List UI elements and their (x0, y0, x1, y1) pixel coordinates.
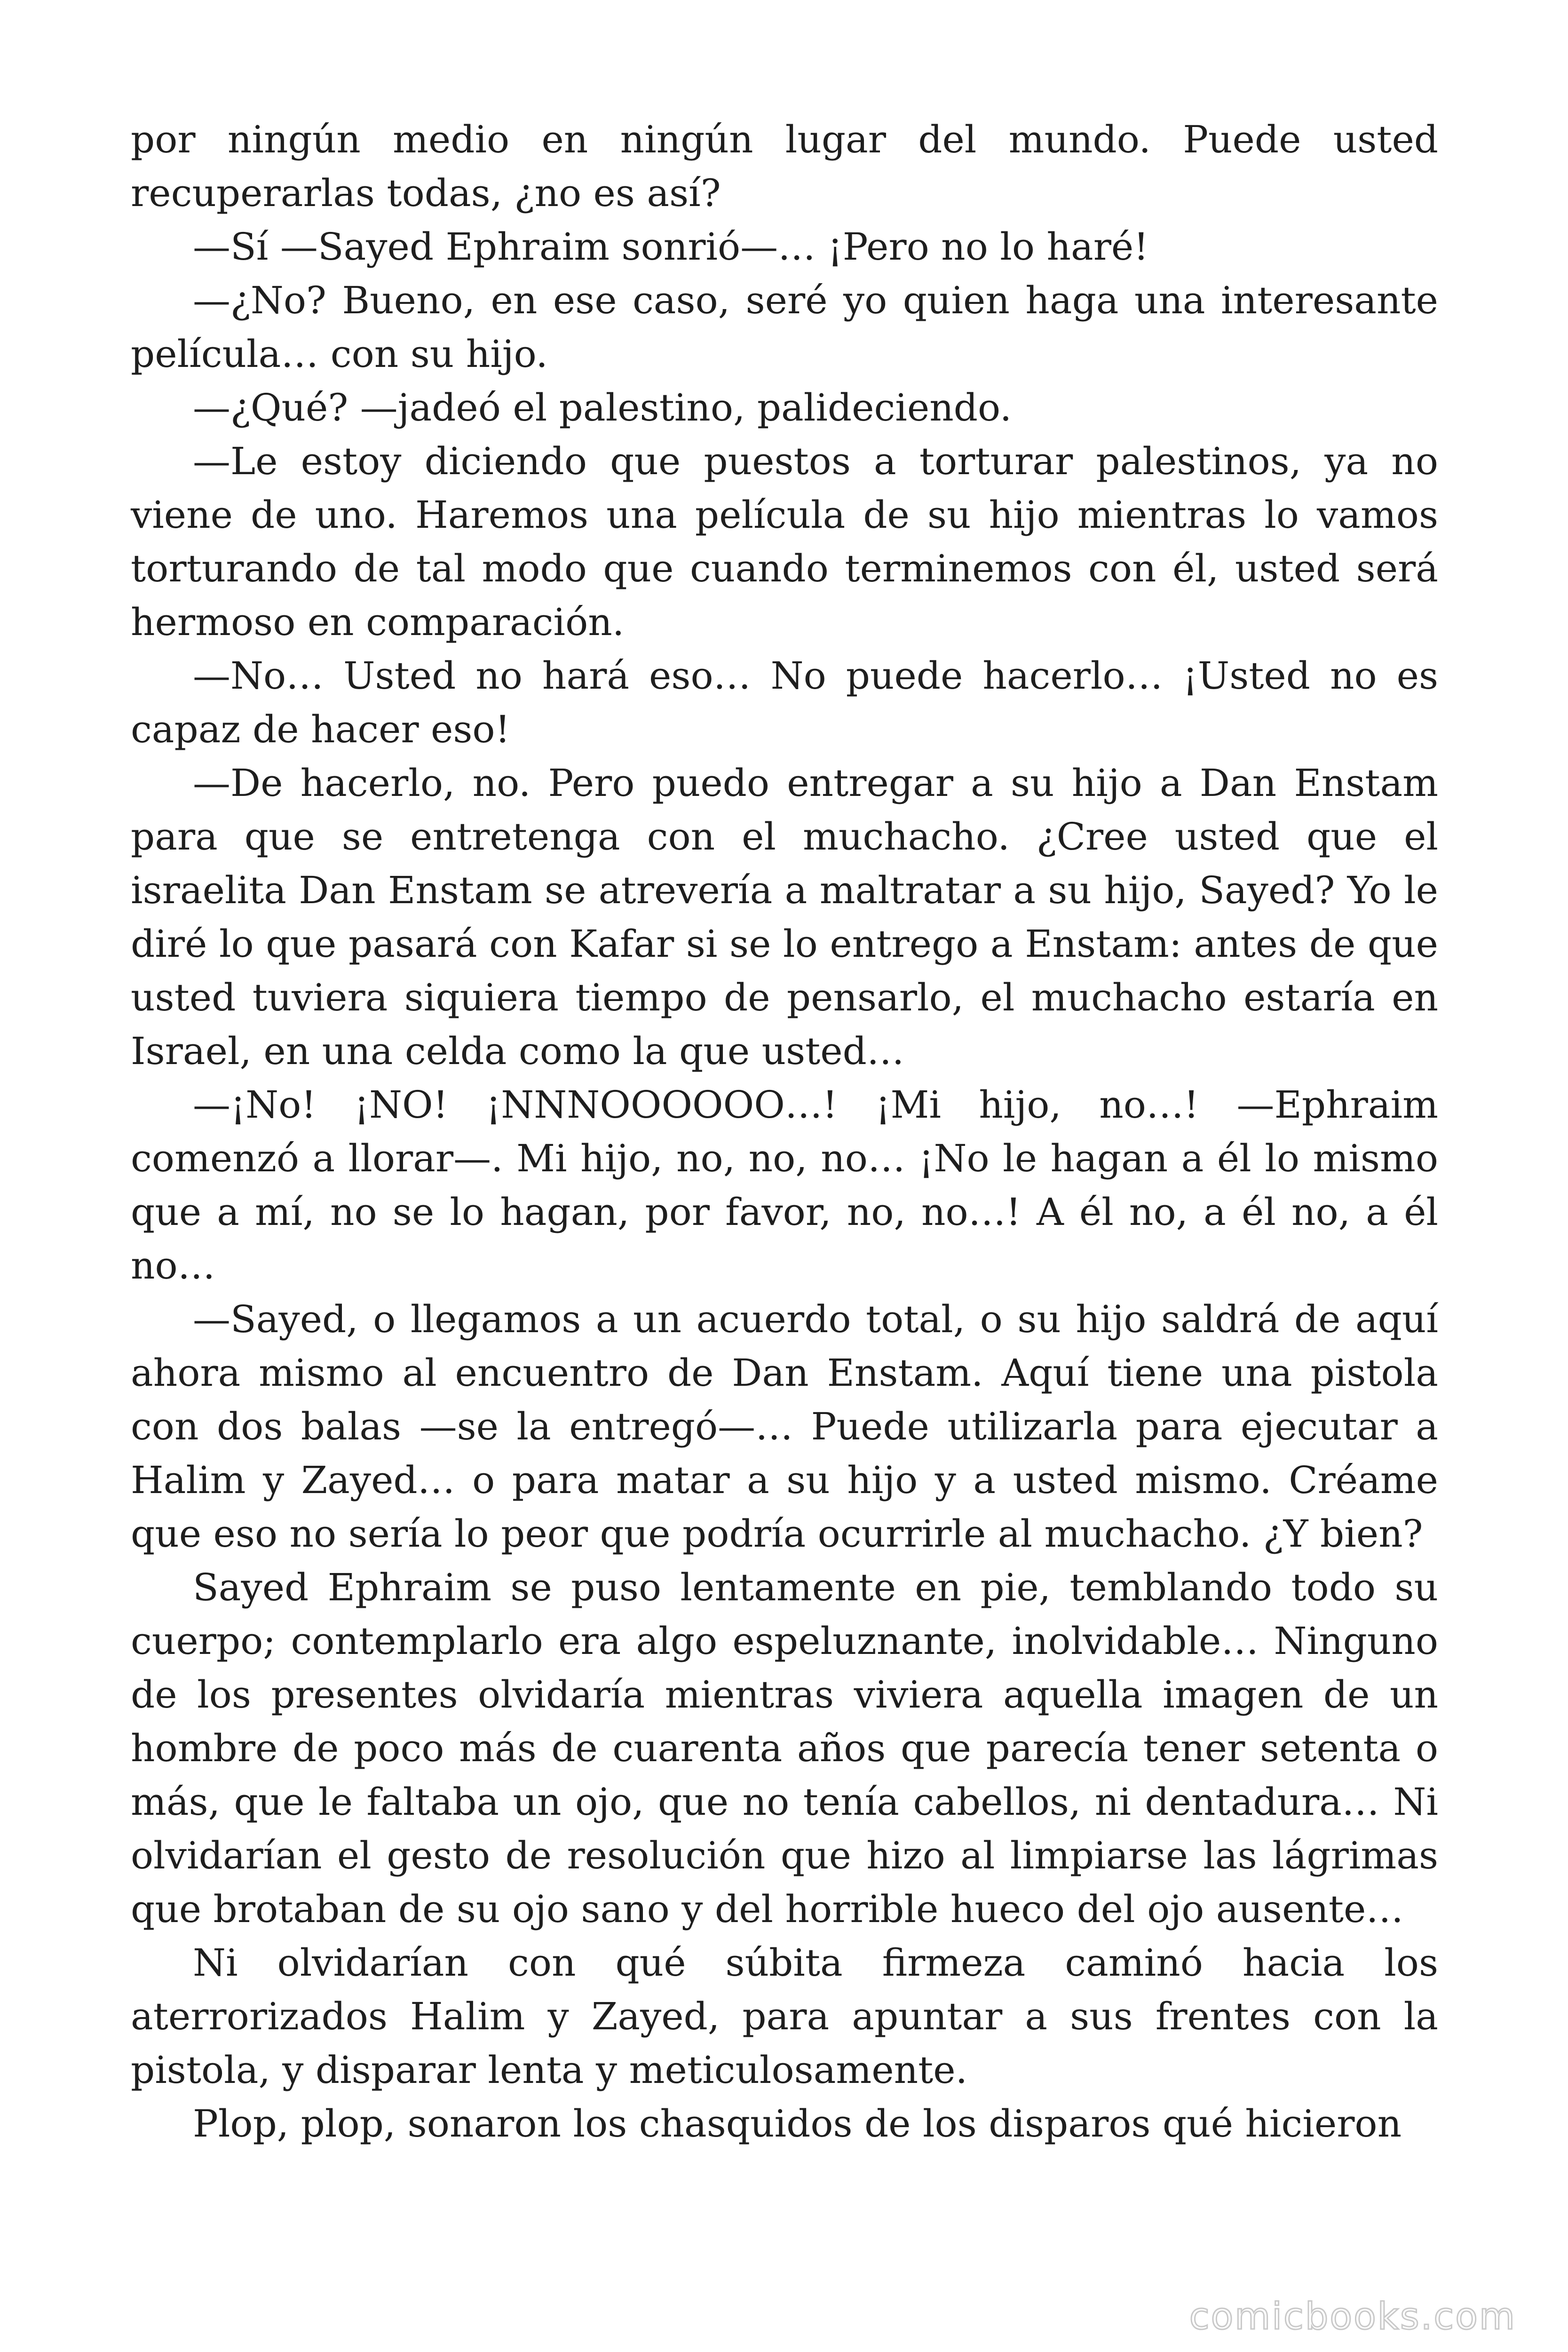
paragraph: —De hacerlo, no. Pero puedo entregar a su hijo a Dan Enstam para que se entretenga con el muchacho. ¿Cree usted que el israelita Dan Enstam se atrevería a maltratar a su hijo, Sayed? Yo le diré lo que pasará con Kafar si se lo entrego a Enstam: antes de que usted tuviera siquiera tiempo de pensarlo, el muchacho estaría en Israel, en una celda como la que usted… (131, 761, 1438, 1073)
paragraph: —No… Usted no hará eso… No puede hacerlo… ¡Usted no es capaz de hacer eso! (131, 654, 1438, 751)
watermark: comicbooks.com (1189, 2296, 1516, 2338)
paragraph: por ningún medio en ningún lugar del mundo. Puede usted recuperarlas todas, ¿no es así? (131, 118, 1438, 215)
paragraph: Sayed Ephraim se puso lentamente en pie, temblando todo su cuerpo; contemplarlo era algo espeluznante, inolvidable… Ninguno de los presentes olvidaría mientras viviera aquella imagen de un hombre de poco más de cuarenta años que parecía tener setenta o más, que le faltaba un ojo, que no tenía cabellos, ni dentadura… Ni olvidarían el gesto de resolución que hizo al limpiarse las lágrimas que brotaban de su ojo sano y del horrible hueco del ojo ausente… (131, 1565, 1438, 1931)
paragraph: —Sayed, o llegamos a un acuerdo total, o su hijo saldrá de aquí ahora mismo al encuentro de Dan Enstam. Aquí tiene una pistola con dos balas —se la entregó—… Puede utilizarla para ejecutar a Halim y Zayed… o para matar a su hijo y a usted mismo. Créame que eso no sería lo peor que podría ocurrirle al muchacho. ¿Y bien? (131, 1297, 1438, 1556)
paragraph: —¿No? Bueno, en ese caso, seré yo quien haga una interesante película… con su hijo. (131, 278, 1438, 376)
paragraph: —Le estoy diciendo que puestos a torturar palestinos, ya no viene de uno. Haremos una película de su hijo mientras lo vamos torturando de tal modo que cuando terminemos con él, usted será hermoso en comparación. (131, 439, 1438, 644)
paragraph: —Sí —Sayed Ephraim sonrió—… ¡Pero no lo haré! (193, 225, 1149, 269)
paragraph: Plop, plop, sonaron los chasquidos de los disparos qué hicieron (193, 2102, 1402, 2145)
paragraph: —¿Qué? —jadeó el palestino, palideciendo. (193, 386, 1012, 429)
paragraph: Ni olvidarían con qué súbita firmeza caminó hacia los aterrorizados Halim y Zayed, para apuntar a sus frentes con la pistola, y disparar lenta y meticulosamente. (131, 1941, 1438, 2092)
paragraph: —¡No! ¡NO! ¡NNNOOOOOO…! ¡Mi hijo, no…! —Ephraim comenzó a llorar—. Mi hijo, no, no, no… ¡No le hagan a él lo mismo que a mí, no se lo hagan, por favor, no, no…! A él no, a él no, a él no… (131, 1083, 1438, 1287)
body-text (131, 113, 1438, 2151)
